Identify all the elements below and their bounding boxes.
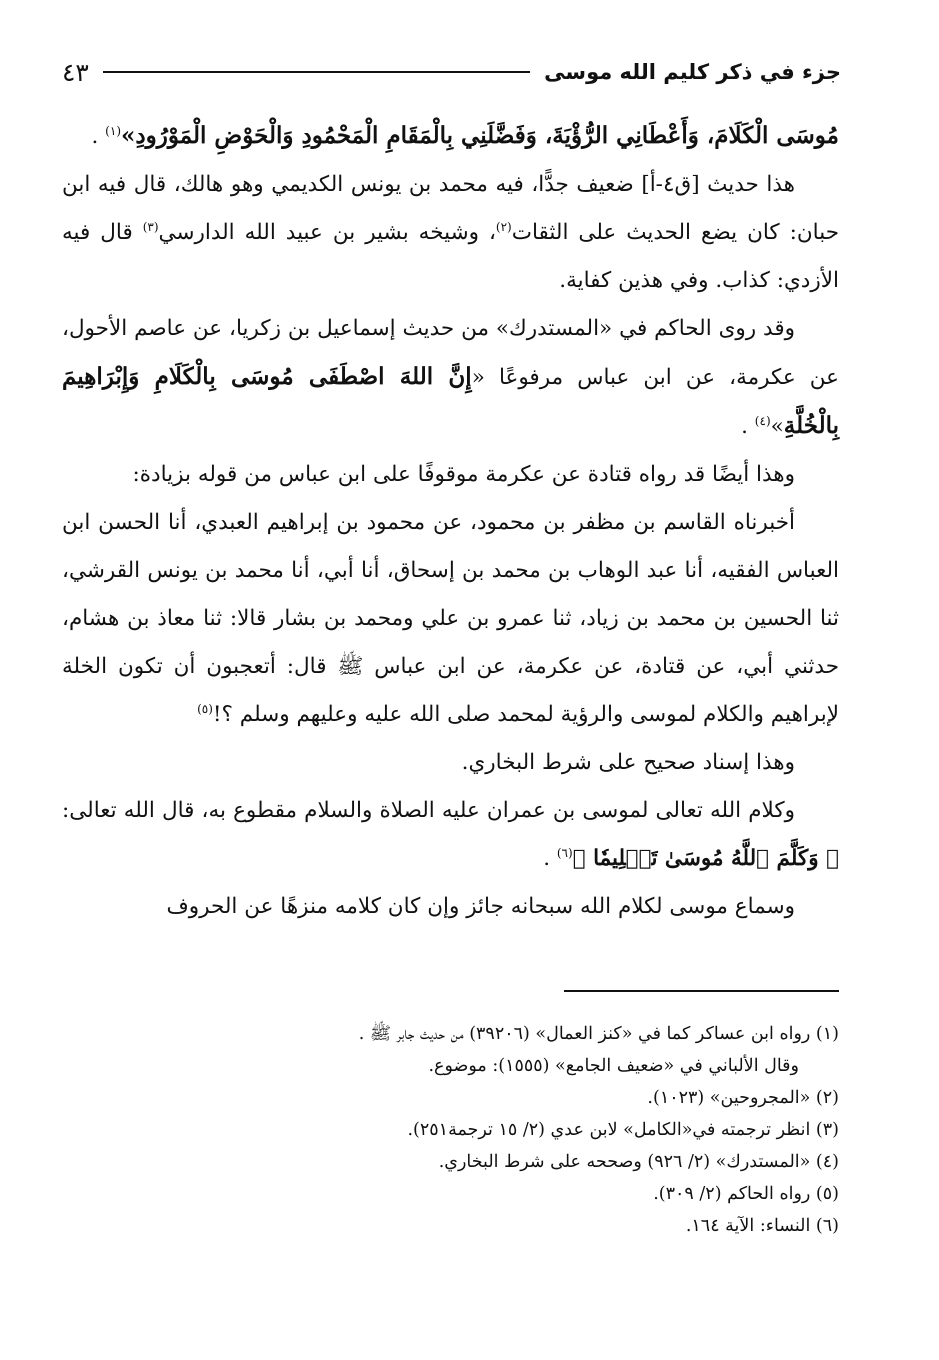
hadith-text: إِنَّ اللهَ اصْطَفَى مُوسَى بِالْكَلَامِ وَإِبْرَاهِيمَ بِالْخُلَّةِ	[62, 363, 839, 439]
quran-verse: ﴿ وَكَلَّمَ ٱللَّهُ مُوسَىٰ تَكۡلِيمٗا ﴾	[572, 846, 839, 871]
paragraph-kalam	[62, 787, 839, 883]
paragraph-end: .	[543, 846, 557, 871]
hadith-text: مُوسَى الْكَلَامَ، وَأَعْطَانِي الرُّؤْيَةَ، وَفَضَّلَنِي بِالْمَقَامِ الْمَحْمُودِ وَالْحَوْضِ الْمَوْرُودِ»	[121, 122, 839, 149]
paragraph-text: هذا حديث [ق٤-أ] ضعيف جدًّا، فيه محمد بن يونس الكديمي وهو هالك، قال فيه ابن حبان: كان يضع الحديث على الثقات	[62, 172, 839, 245]
footnote-mark: (٣)	[142, 219, 159, 234]
footnote-separator	[564, 990, 839, 992]
paragraph-text: أخبرناه القاسم بن مظفر بن محمود، عن محمود بن إبراهيم العبدي، أنا الحسن ابن العباس الفقيه، أنا عبد الوهاب بن محمد بن إسحاق، أنا أبي، أنا محمد بن يونس القرشي، ثنا الحسين بن محمد بن زياد، ثنا عمرو بن علي ومحمد بن بشار قالا: ثنا معاذ بن هشام، حدثني أبي، عن قتادة، عن عكرمة، عن ابن عباس ﷺ قال: أتعجبون أن تكون الخلة لإبراهيم والكلام لموسى والرؤية لمحمد صلى الله عليه وعليهم وسلم ؟!	[62, 510, 839, 727]
footnote-item: وقال الألباني في «ضعيف الجامع» (١٥٥٥): موضوع.	[428, 1056, 799, 1076]
main-text	[62, 112, 839, 931]
header-rule	[103, 71, 530, 73]
footnote-item: (٣) انظر ترجمته في«الكامل» لابن عدي (٢/ ١٥ ترجمة٢٥١).	[407, 1120, 839, 1140]
paragraph-text: وكلام الله تعالى لموسى بن عمران عليه الصلاة والسلام مقطوع به، قال الله تعالى:	[62, 798, 795, 823]
paragraph-samaa: وسماع موسى لكلام الله سبحانه جائز وإن كان كلامه منزهًا عن الحروف	[166, 894, 795, 919]
paragraph-qatada: وهذا أيضًا قد رواه قتادة عن عكرمة موقوفًا على ابن عباس من قوله بزيادة:	[132, 462, 795, 487]
running-title: جزء في ذكر كليم الله موسى	[544, 60, 841, 84]
footnote-item: (٦) النساء: الآية ١٦٤.	[685, 1216, 839, 1236]
paragraph-text: قال فيه الأزدي: كذاب. وفي هذين كفاية.	[62, 220, 839, 293]
page-number: ٤٣	[62, 57, 89, 87]
footnote-mark: (٢)	[495, 219, 512, 234]
footnote-item: (٢) «المجروحين» (١٠٢٣).	[647, 1088, 839, 1108]
paragraph-hakim	[62, 305, 839, 451]
footnote-item: (٥) رواه الحاكم (٢/ ٣٠٩).	[653, 1184, 839, 1204]
footnote-mark: (٥)	[197, 701, 213, 716]
paragraph-text: وقد روى الحاكم في «المستدرك» من حديث إسماعيل بن زكريا، عن عاصم الأحول، عن عكرمة، عن ابن عباس مرفوعًا «	[62, 316, 839, 390]
paragraph-text: ، وشيخه بشير بن عبيد الله الدارسي	[158, 220, 496, 245]
paragraph-grading	[62, 161, 839, 305]
paragraph-isnad	[62, 499, 839, 739]
footnote-mark: (٦)	[556, 845, 573, 860]
paragraph-sahih: وهذا إسناد صحيح على شرط البخاري.	[461, 750, 795, 775]
footnote-item: (٤) «المستدرك» (٢/ ٩٢٦) وصححه على شرط البخاري.	[438, 1152, 839, 1172]
paragraph-end: .	[91, 124, 106, 149]
paragraph-hadith-continuation	[62, 112, 839, 161]
footnote-mark: (١)	[105, 123, 121, 138]
quote-close: »	[770, 414, 784, 439]
footnote-mark: (٤)	[754, 413, 771, 428]
paragraph-end: .	[741, 414, 755, 439]
footnotes	[62, 1018, 839, 1242]
page-header	[62, 52, 841, 92]
footnote-item: (١) رواه ابن عساكر كما في «كنز العمال» (٣٩٢٠٦) من حديث جابر ﷺ .	[358, 1024, 839, 1044]
